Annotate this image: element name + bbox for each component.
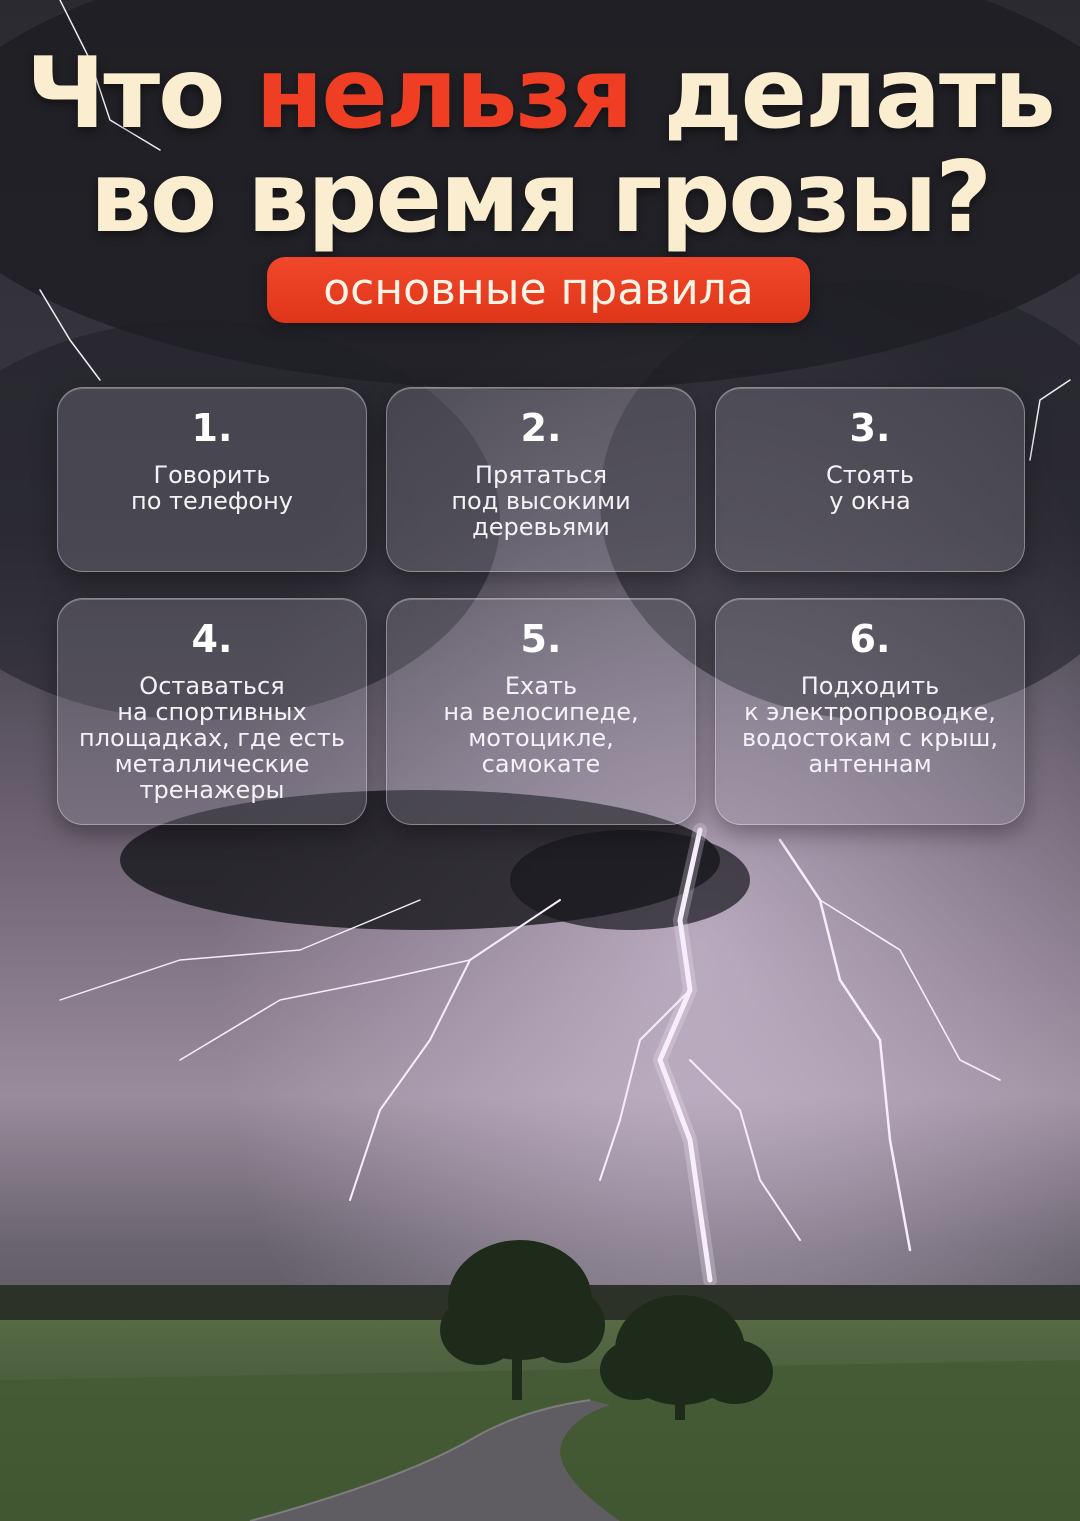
title-prefix: Что (26, 37, 256, 151)
page-title-line-2: во время грозы? (89, 141, 991, 255)
rule-text: Говорить по телефону (131, 461, 293, 515)
page-title-line-1 (0, 37, 1080, 151)
rule-text: Подходить к электропроводке, водостокам с крыш, антеннам (742, 672, 998, 778)
rule-number: 6. (849, 617, 891, 661)
rule-text: Стоять у окна (826, 461, 914, 515)
rule-card-2 (386, 387, 696, 572)
rule-card-4 (57, 598, 367, 825)
rule-number: 4. (191, 617, 233, 661)
rule-number: 1. (191, 406, 233, 450)
rule-card-6 (715, 598, 1025, 825)
rule-card-5 (386, 598, 696, 825)
rule-card-3 (715, 387, 1025, 572)
rule-card-1 (57, 387, 367, 572)
rule-text: Прятаться под высокими деревьями (451, 461, 631, 541)
rule-text: Ехать на велосипеде, мотоцикле, самокате (443, 672, 639, 778)
rule-number: 5. (520, 617, 562, 661)
title-suffix: делать (631, 37, 1054, 151)
subtitle-badge: основные правила (267, 257, 810, 323)
rule-text: Оставаться на спортивных площадках, где есть металлические тренажеры (79, 672, 345, 804)
rule-number: 2. (520, 406, 562, 450)
rule-number: 3. (849, 406, 891, 450)
title-accent-word: нельзя (255, 37, 632, 151)
